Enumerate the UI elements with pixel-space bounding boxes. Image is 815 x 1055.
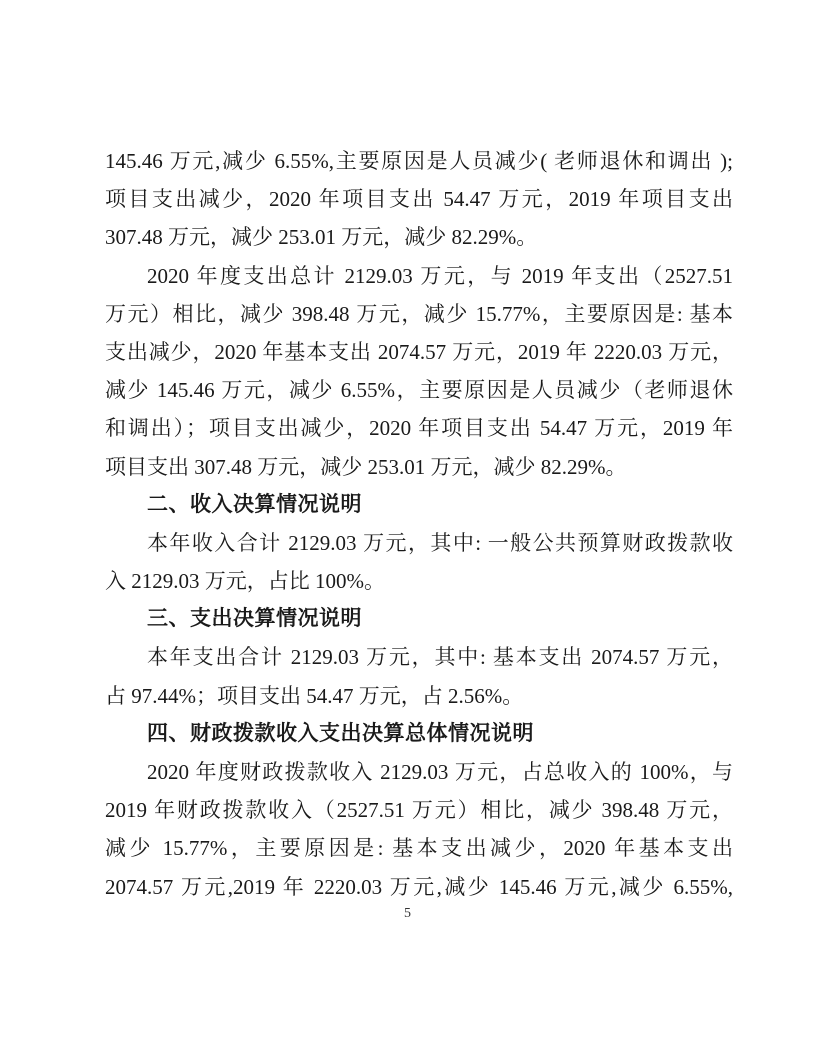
- body-line: 本年支出合计 2129.03 万元，其中: 基本支出 2074.57 万元，: [147, 645, 733, 670]
- body-line: 占 97.44%；项目支出 54.47 万元，占 2.56%。: [105, 683, 524, 708]
- body-line: 本年收入合计 2129.03 万元，其中: 一般公共预算财政拨款收: [147, 530, 733, 555]
- text-block: [105, 142, 733, 906]
- body-line: 万元）相比，减少 398.48 万元，减少 15.77%，主要原因是: 基本: [105, 301, 733, 326]
- page-number: 5: [404, 906, 411, 921]
- section-heading-expenditure: 三、支出决算情况说明: [147, 607, 362, 631]
- body-line: 项目支出减少，2020 年项目支出 54.47 万元，2019 年项目支出: [105, 187, 733, 212]
- body-line: 减少 145.46 万元，减少 6.55%，主要原因是人员减少（老师退休: [105, 378, 733, 403]
- body-line: 307.48 万元，减少 253.01 万元，减少 82.29%。: [105, 225, 538, 250]
- body-line: 减少 15.77%，主要原因是: 基本支出减少，2020 年基本支出: [105, 836, 733, 861]
- body-line: 145.46 万元,减少 6.55%,主要原因是人员减少( 老师退休和调出 );: [105, 149, 733, 173]
- section-heading-fiscal-appropriation: 四、财政拨款收入支出决算总体情况说明: [147, 721, 534, 745]
- body-line: 入 2129.03 万元，占比 100%。: [105, 569, 385, 594]
- section-heading-income: 二、收入决算情况说明: [147, 492, 362, 516]
- body-line: 支出减少，2020 年基本支出 2074.57 万元，2019 年 2220.03 万元，: [105, 339, 733, 364]
- body-line: 和调出）；项目支出减少，2020 年项目支出 54.47 万元，2019 年: [105, 416, 733, 441]
- body-line: 2020 年度财政拨款收入 2129.03 万元，占总收入的 100%，与: [147, 760, 733, 784]
- body-line: 项目支出 307.48 万元，减少 253.01 万元，减少 82.29%。: [105, 454, 627, 479]
- body-line: 2074.57 万元,2019 年 2220.03 万元,减少 145.46 万元,减少 6.55%,: [105, 874, 733, 899]
- body-line: 2019 年财政拨款收入（2527.51 万元）相比，减少 398.48 万元，: [105, 798, 733, 823]
- body-line: 2020 年度支出总计 2129.03 万元，与 2019 年支出（2527.51: [147, 263, 733, 288]
